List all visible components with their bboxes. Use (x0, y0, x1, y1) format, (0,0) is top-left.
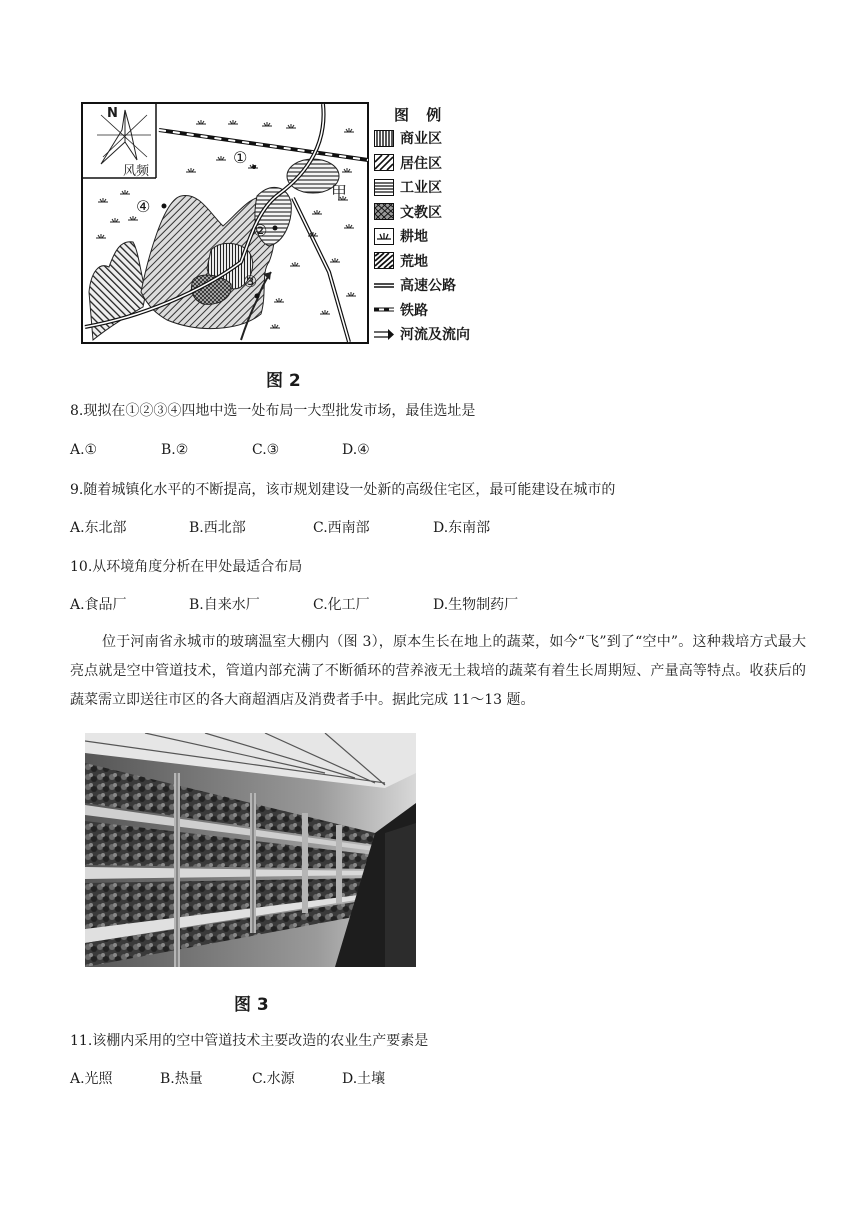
cross-hatch-icon (374, 203, 394, 220)
legend-item-railway: 铁路 (374, 298, 494, 323)
q11-option-d: D.土壤 (342, 1071, 386, 1087)
q8-option-c: C.③ (252, 442, 280, 458)
q11-option-c: C.水源 (252, 1071, 295, 1087)
legend-item-education: 文教区 (374, 200, 494, 225)
figure2-map (81, 102, 369, 344)
q9-option-c: C.西南部 (313, 520, 370, 536)
vertical-hatch-icon (374, 130, 394, 147)
q10-option-d: D.生物制药厂 (433, 597, 519, 613)
question-8-text: 8.现拟在①②③④四地中选一处布局一大型批发市场，最佳选址是 (70, 403, 476, 419)
legend-item-highway: 高速公路 (374, 273, 494, 298)
river-arrow-icon (374, 326, 394, 343)
map-drawing (81, 102, 369, 344)
legend-item-industrial: 工业区 (374, 175, 494, 200)
passage-text: 位于河南省永城市的玻璃温室大棚内（图 3），原本生长在地上的蔬菜，如今“飞”到了“空中”。这种栽培方式最大亮点就是空中管道技术，管道内部充满了不断循环的营养液无土栽培的蔬菜有着生长周期短、产量高等特点。收获后的蔬菜需立即送往市区的各大商超酒店及消费者手中。据此完成 11～13 题。 (70, 634, 806, 708)
double-line-icon (374, 277, 394, 294)
place-jia-label: 甲 (331, 183, 348, 202)
q8-option-d: D.④ (342, 442, 370, 458)
site-4-label: ④ (136, 197, 151, 216)
legend-item-farmland: 耕地 (374, 224, 494, 249)
q10-option-b: B.自来水厂 (189, 597, 260, 613)
farmland-symbol-icon (374, 228, 394, 245)
q9-option-a: A.东北部 (70, 520, 127, 536)
figure3-greenhouse-photo (85, 733, 416, 967)
wasteland-hatch-icon (374, 252, 394, 269)
q11-option-a: A.光照 (70, 1071, 113, 1087)
question-9-text: 9.随着城镇化水平的不断提高，该市规划建设一处新的高级住宅区，最可能建设在城市的 (70, 482, 616, 498)
figure2-legend (374, 104, 494, 347)
q9-option-b: B.西北部 (189, 520, 246, 536)
q10-option-a: A.食品厂 (70, 597, 127, 613)
site-1-label: ① (233, 148, 248, 167)
wind-frequency-label: 风频 (123, 164, 150, 179)
q8-option-b: B.② (161, 442, 189, 458)
diagonal-hatch-icon (374, 154, 394, 171)
q11-option-b: B.热量 (160, 1071, 203, 1087)
legend-item-residential: 居住区 (374, 151, 494, 176)
site-2-label: ② (253, 221, 268, 240)
figure3-caption: 图 3 (234, 995, 269, 1015)
legend-item-wasteland: 荒地 (374, 249, 494, 274)
figure2-caption: 图 2 (266, 371, 301, 391)
legend-item-river: 河流及流向 (374, 322, 494, 347)
q8-option-a: A.① (70, 442, 98, 458)
site-3-label: ③ (243, 272, 258, 291)
horizontal-hatch-icon (374, 179, 394, 196)
railway-line-icon (374, 301, 394, 318)
question-10-text: 10.从环境角度分析在甲处最适合布局 (70, 559, 303, 575)
q9-option-d: D.东南部 (433, 520, 491, 536)
legend-title: 图 例 (394, 106, 448, 124)
compass-north-label: N (107, 106, 118, 121)
legend-item-commercial: 商业区 (374, 126, 494, 151)
question-11-text: 11.该棚内采用的空中管道技术主要改造的农业生产要素是 (70, 1033, 429, 1049)
greenhouse-photo-drawing (85, 733, 416, 967)
q10-option-c: C.化工厂 (313, 597, 370, 613)
